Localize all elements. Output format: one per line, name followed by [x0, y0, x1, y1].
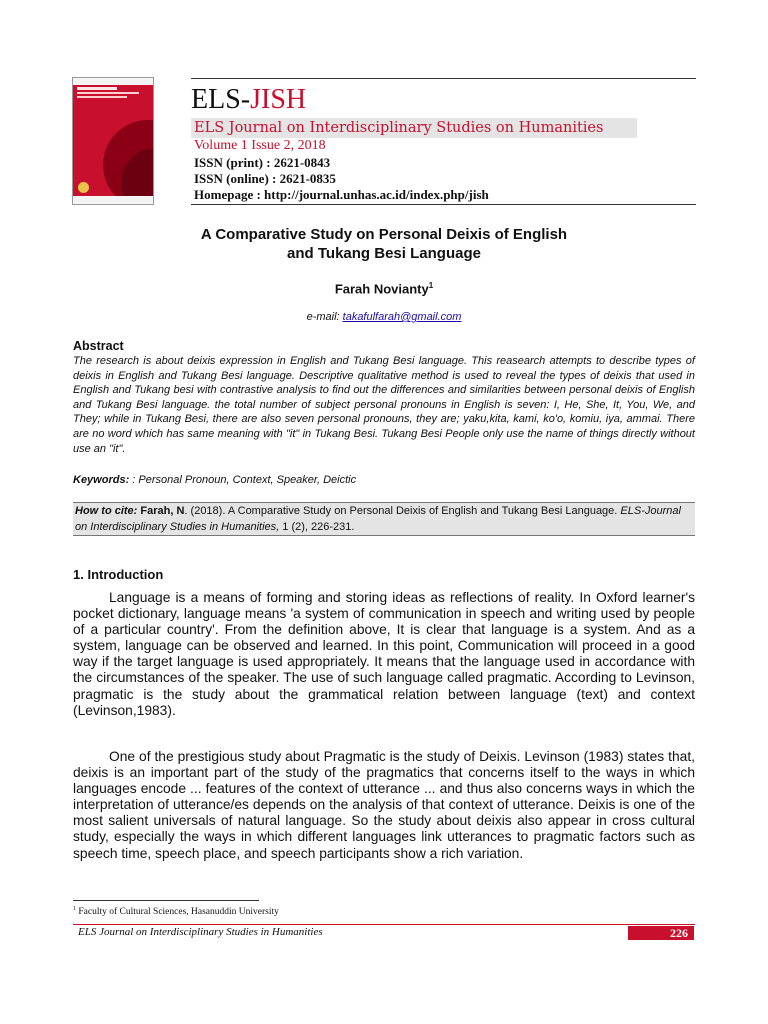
- journal-volume: Volume 1 Issue 2, 2018: [194, 138, 326, 153]
- paragraph-1: Language is a means of forming and storing ideas as reflections of reality. In Oxford learner's pocket dictionary, language means 'a system of communication in speech and writing used by people of a particular country'. From the definition above, It is clear that language is a system. And as a system, language can be observed and learned. In this point, Communication will proceed in a good way if the target language is used appropriately. It means that the language used in accordance with the circumstances of the speaker. The use of such language called pragmatic. According to Levinson, pragmatic is the study about the grammatical relation between language (text) and context (Levinson,1983).: [73, 590, 695, 718]
- abstract-text: The research is about deixis expression in English and Tukang Besi language. This reasearch attempts to describe types of deixis in English and Tukang Besi language. Descriptive qualitative method is used to reveal the types of deixis that used in English and Tukang besi with contrastive analysis to find out the differences and similarities between personal deixis of English and Tukang Besi language. the total number of subject personal pronouns in English is seven: I, He, She, It, You, We, and They; while in Tukang Besi, there are also seven personal pronouns, they are; yaku,kita, kami, ko'o, komiu, iya, ammai. There are no word which has same meaning with "it" in Tukang Besi. Tukang Besi People only use the name of things directly without use an "it".: [73, 355, 695, 455]
- journal-homepage[interactable]: Homepage : http://journal.unhas.ac.id/index.php/jish: [194, 187, 489, 202]
- article-title-line-2: and Tukang Besi Language: [287, 245, 481, 262]
- issn-online: ISSN (online) : 2621-0835: [194, 171, 336, 186]
- journal-full-name: ELS Journal on Interdisciplinary Studies on Humanities: [191, 118, 637, 138]
- footer-rule: [73, 924, 695, 925]
- author-name: Farah Novianty$^1$: [334, 281, 434, 297]
- keywords: Keywords: : Personal Pronoun, Context, Speaker, Deictic: [73, 474, 357, 486]
- journal-title: ELS-JISH: [191, 84, 307, 115]
- article-title-line-1: A Comparative Study on Personal Deixis of English: [200, 226, 568, 243]
- journal-cover-thumbnail: [73, 78, 153, 204]
- paragraph-2: One of the prestigious study about Pragmatic is the study of Deixis. Levinson (1983) states that, deixis is an important part of the study of the pragmatics that concerns itself to the ways in which languages encode ... features of the context of utterance ... and thus also concerns ways in which the interpretation of utterance/es depends on the analysis of that context of utterance. Deixis is one of the most salient universals of natural language. So the study about deixis also appear in cross cultural study, especially the ways in which different languages link utterances to pragmatic factors such as speech time, speech place, and speech participants show a rich variation.: [73, 749, 695, 861]
- issn-print: ISSN (print) : 2621-0843: [194, 155, 331, 170]
- footnote: $^1$ Faculty of Cultural Sciences, Hasanuddin University: [73, 906, 279, 918]
- header-rule-bottom: [191, 204, 696, 205]
- footnote-rule: [73, 900, 259, 901]
- how-to-cite-box: How to cite: Farah, N. (2018). A Comparative Study on Personal Deixis of English and Tukang Besi Language. ELS-Journal on Interdisciplinary Studies in Humanities, 1 (2), 226-231.: [73, 502, 695, 536]
- page-number: 226: [628, 926, 694, 940]
- section-heading-introduction: 1. Introduction: [73, 567, 164, 582]
- footer-journal-name: ELS Journal on Interdisciplinary Studies in Humanities: [78, 926, 323, 938]
- author-email: e-mail: takafulfarah@gmail.com: [306, 311, 462, 323]
- abstract-heading: Abstract: [73, 339, 124, 353]
- header-rule-top: [191, 78, 696, 79]
- email-link[interactable]: takafulfarah@gmail.com: [342, 311, 462, 323]
